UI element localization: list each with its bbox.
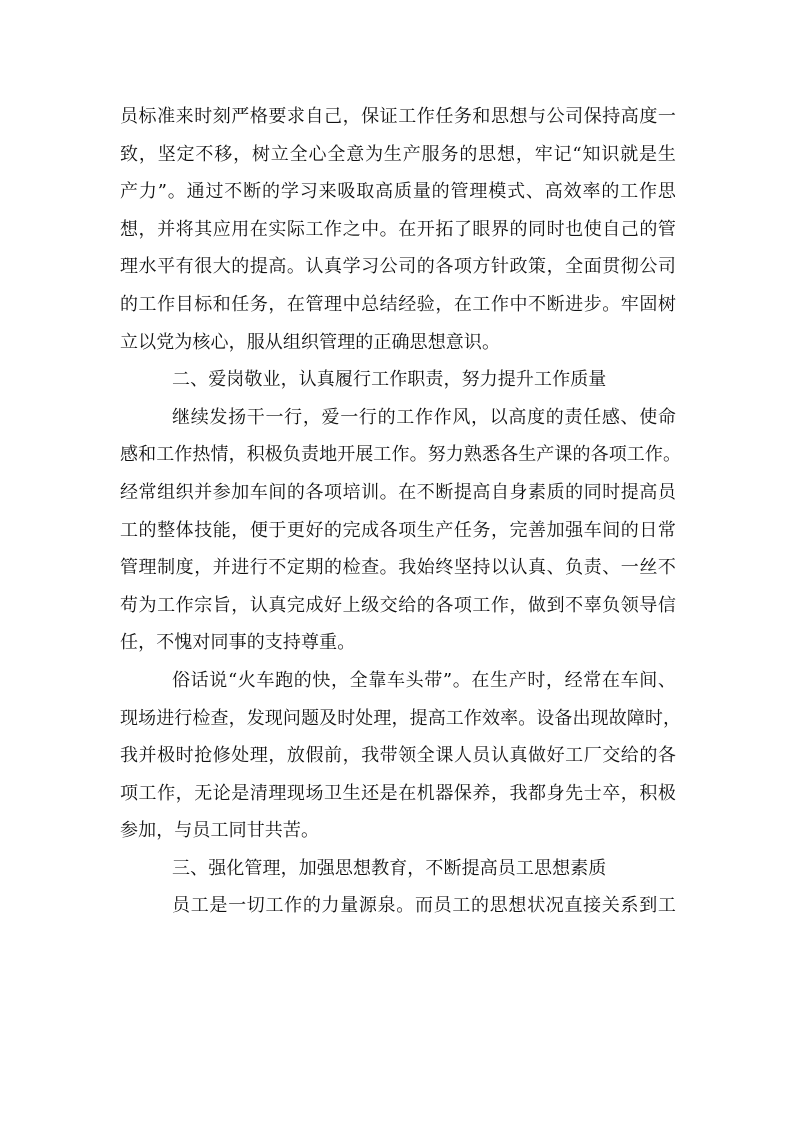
text-line: 现场进行检查，发现问题及时处理，提高工作效率。设备出现故障时， [120,707,682,729]
text-line: 参加，与员工同甘共苦。 [120,820,320,842]
paragraph-first-line: 继续发扬干一行，爱一行的工作作风，以高度的责任感、使命 [172,406,676,428]
text-line: 任，不愧对同事的支持尊重。 [120,632,356,654]
text-line: 想，并将其应用在实际工作之中。在开拓了眼界的同时也使自己的管 [120,218,676,240]
document-body [120,98,682,925]
paragraph-first-line: 员工是一切工作的力量源泉。而员工的思想状况直接关系到工 [172,895,676,917]
text-line: 感和工作热情，积极负责地开展工作。努力熟悉各生产课的各项工作。 [120,444,682,466]
text-line: 工的整体技能，便于更好的完成各项生产任务，完善加强车间的日常 [120,519,676,541]
paragraph-first-line: 俗话说“火车跑的快，全靠车头带”。在生产时，经常在车间、 [172,669,676,691]
text-line: 项工作，无论是清理现场卫生还是在机器保养，我都身先士卒，积极 [120,782,676,804]
text-line: 苟为工作宗旨，认真完成好上级交给的各项工作，做到不辜负领导信 [120,594,676,616]
text-line: 理水平有很大的提高。认真学习公司的各项方针政策，全面贯彻公司 [120,256,676,278]
text-line: 员标准来时刻严格要求自己，保证工作任务和思想与公司保持高度一 [120,106,676,127]
section-heading-2: 二、爱岗敬业，认真履行工作职责，努力提升工作质量 [172,369,607,391]
text-line: 的工作目标和任务，在管理中总结经验，在工作中不断进步。牢固树 [120,293,676,315]
text-line: 经常组织并参加车间的各项培训。在不断提高自身素质的同时提高员 [120,481,676,503]
text-line: 致，坚定不移，树立全心全意为生产服务的思想，牢记“知识就是生 [120,143,676,165]
text-line: 我并极时抢修处理，放假前，我带领全课人员认真做好工厂交给的各 [120,745,676,767]
text-line: 立以党为核心，服从组织管理的正确思想意识。 [120,331,501,353]
text-line: 管理制度，并进行不定期的检查。我始终坚持以认真、负责、一丝不 [120,557,676,579]
section-heading-3: 三、强化管理，加强思想教育，不断提高员工思想素质 [172,857,607,879]
text-line: 产力”。通过不断的学习来吸取高质量的管理模式、高效率的工作思 [120,181,676,203]
